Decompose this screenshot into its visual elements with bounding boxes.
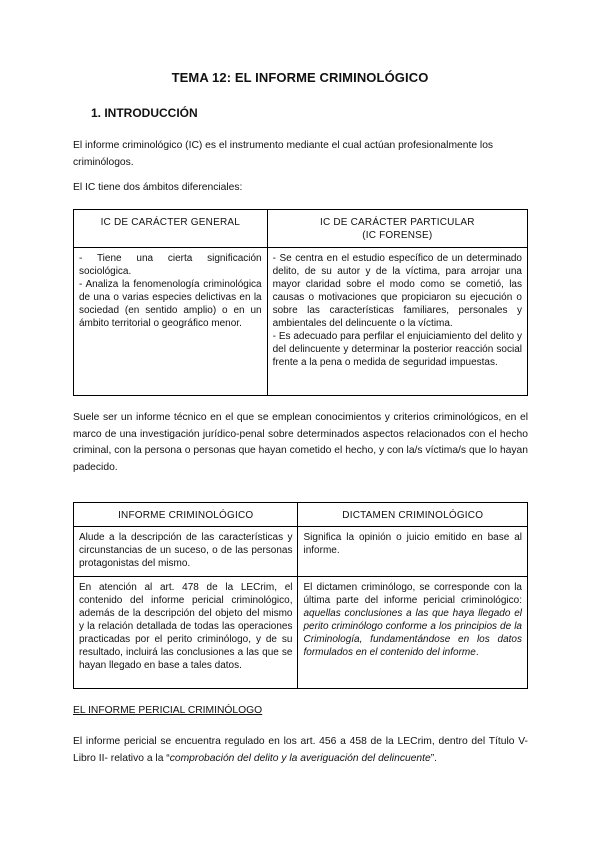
general-item-1: - Tiene una cierta significación sociológica. (79, 253, 262, 277)
subheading-informe-pericial: EL INFORME PERICIAL CRIMINÓLOGO (73, 705, 263, 716)
ambitos-paragraph: El IC tiene dos ámbitos diferenciales: (73, 182, 243, 193)
table2-header-dictamen: DICTAMEN CRIMINOLÓGICO (298, 503, 528, 527)
page-title: TEMA 12: EL INFORME CRIMINOLÓGICO (171, 70, 429, 85)
table2-row1-dictamen: Significa la opinión o juicio emitido en base al informe. (298, 527, 528, 577)
table2-row2-dictamen: El dictamen criminólogo, se corresponde con la última parte del informe pericial criminológico: aquellas conclusiones a las que haya llegado el perito criminólogo conforme a los principios de la Criminología, fundamentándose en los datos formulados en el contenido del informe. (298, 577, 528, 689)
table2-row1-informe: Alude a la descripción de las características y circunstancias de un suceso, o de las personas protagonistas del mismo. (74, 527, 298, 577)
ic-comparison-table (73, 209, 528, 396)
table1-cell-particular (267, 248, 527, 396)
table1-header-particular: IC DE CARÁCTER PARTICULAR (IC FORENSE) (267, 210, 527, 248)
informe-pericial-paragraph: El informe pericial se encuentra regulado en los art. 456 a 458 de la LECrim, dentro del Título V-Libro II- relativo a la “comprobación del delito y la averiguación del delincuente”. (73, 736, 528, 764)
table1-cell-general (74, 248, 268, 396)
table2-row2-informe: En atención al art. 478 de la LECrim, el contenido del informe pericial criminológico, además de la descripción del objeto del mismo y la relación detallada de todas las operaciones practicadas por el perito criminólogo, y de su resultado, incluirá las conclusiones a las que se hayan llegado en base a tales datos. (74, 577, 298, 689)
informe-tecnico-paragraph: Suele ser un informe técnico en el que se emplean conocimientos y criterios criminológicos, en el marco de una investigación jurídico-penal sobre determinados aspectos relacionados con el hecho criminal, con la persona o personas que hayan cometido el hecho, y con la/s víctima/s que lo hayan padecido. (73, 412, 528, 473)
particular-item-2: - Es adecuado para perfilar el enjuiciamiento del delito y del delincuente y determinar la posterior reacción social frente a la pena o medida de seguridad impuestas. (272, 331, 522, 368)
particular-item-1: - Se centra en el estudio específico de un determinado delito, de su autor y de la víctima, para arrojar una mayor claridad sobre el modo como se cometió, las causas o motivaciones que propiciaron su ejecución o sobre las características familiares, personales y ambientales del delincuente o la víctima. (272, 253, 522, 329)
table1-header-general: IC DE CARÁCTER GENERAL (74, 210, 268, 248)
intro-paragraph: El informe criminológico (IC) es el instrumento mediante el cual actúan profesionalmente los criminólogos. (73, 140, 494, 168)
table2-header-informe: INFORME CRIMINOLÓGICO (74, 503, 298, 527)
informe-dictamen-table (73, 502, 528, 689)
general-item-2: - Analiza la fenomenología criminológica de una o varias especies delictivas en la sociedad (en sentido amplio) o en un ámbito territorial o geográfico menor. (79, 279, 262, 329)
section-heading-introduccion: 1. INTRODUCCIÓN (91, 106, 198, 120)
